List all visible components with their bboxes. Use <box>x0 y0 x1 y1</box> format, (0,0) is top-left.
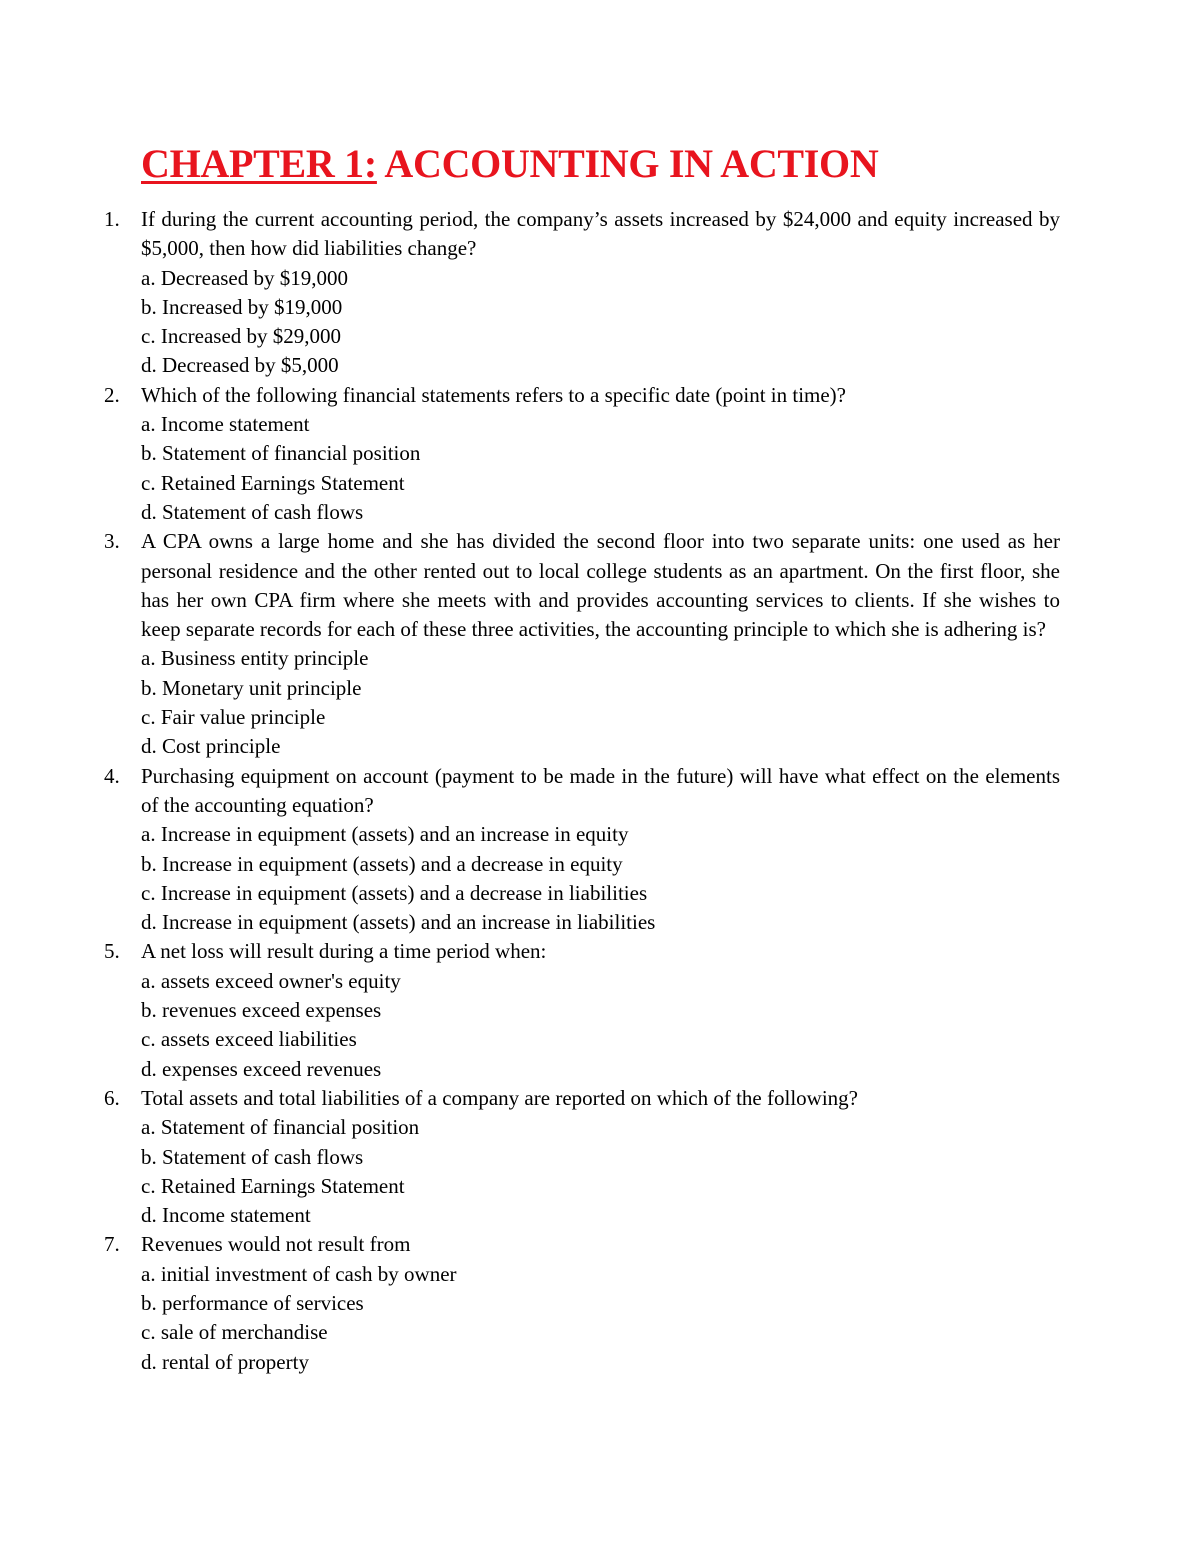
answer-options <box>141 644 1060 761</box>
answer-option-a: a. Statement of financial position <box>141 1115 420 1140</box>
answer-options <box>141 1260 1060 1377</box>
answer-option-b: b. Statement of financial position <box>141 441 421 466</box>
question-4 <box>104 762 1060 938</box>
answer-option-d: d. Decreased by $5,000 <box>141 353 339 378</box>
answer-option-a: a. Business entity principle <box>141 646 369 671</box>
answer-option-b: b. Increase in equipment (assets) and a decrease in equity <box>141 851 623 876</box>
question-text: A net loss will result during a time period when: <box>141 939 547 964</box>
answer-option-c: c. Increase in equipment (assets) and a decrease in liabilities <box>141 880 648 905</box>
answer-option-a: a. Income statement <box>141 412 310 437</box>
question-2 <box>104 381 1060 527</box>
answer-option-d: d. expenses exceed revenues <box>141 1056 382 1081</box>
answer-option-a: a. Decreased by $19,000 <box>141 265 349 290</box>
answer-option-c: c. Increased by $29,000 <box>141 324 342 349</box>
question-number: 5. <box>104 939 120 964</box>
answer-options <box>141 820 1060 937</box>
answer-options <box>141 264 1060 381</box>
answer-option-b: b. Monetary unit principle <box>141 675 362 700</box>
answer-option-b: b. revenues exceed expenses <box>141 998 382 1023</box>
answer-option-a: a. Increase in equipment (assets) and an increase in equity <box>141 822 629 847</box>
question-number: 3. <box>104 529 120 554</box>
question-1 <box>104 205 1060 381</box>
answer-option-c: c. assets exceed liabilities <box>141 1027 357 1052</box>
answer-option-d: d. Increase in equipment (assets) and an increase in liabilities <box>141 910 656 935</box>
answer-option-a: a. initial investment of cash by owner <box>141 1261 457 1286</box>
page-title <box>141 140 878 188</box>
answer-options <box>141 1113 1060 1230</box>
question-text: Revenues would not result from <box>141 1232 411 1257</box>
answer-option-d: d. rental of property <box>141 1349 309 1374</box>
answer-option-d: d. Income statement <box>141 1203 311 1228</box>
question-text: A CPA owns a large home and she has divided the second floor into two separate units: one used as her personal residence and the other rented out to local college students as an apartment. On the first floor, she has her own CPA firm where she meets with and provides accounting services to clients. If she wishes to keep separate records for each of these three activities, the accounting principle to which she is adhering is? <box>141 529 1060 642</box>
question-number: 1. <box>104 207 120 231</box>
answer-option-b: b. Statement of cash flows <box>141 1144 364 1169</box>
question-number: 6. <box>104 1085 120 1110</box>
question-number: 4. <box>104 763 120 788</box>
answer-option-d: d. Statement of cash flows <box>141 499 364 524</box>
chapter-label: CHAPTER 1: <box>141 141 377 186</box>
question-number: 7. <box>104 1232 120 1257</box>
question-list <box>104 205 1060 1377</box>
answer-option-c: c. sale of merchandise <box>141 1320 328 1345</box>
question-text: Purchasing equipment on account (payment to be made in the future) will have what effect on the elements of the accounting equation? <box>141 763 1060 817</box>
answer-options <box>141 967 1060 1084</box>
question-text: Which of the following financial statements refers to a specific date (point in time)? <box>141 382 846 407</box>
question-3 <box>104 527 1060 761</box>
answer-option-b: b. performance of services <box>141 1290 364 1315</box>
answer-option-c: c. Fair value principle <box>141 705 326 730</box>
question-number: 2. <box>104 382 120 407</box>
question-5 <box>104 937 1060 1083</box>
answer-option-c: c. Retained Earnings Statement <box>141 470 405 495</box>
answer-option-b: b. Increased by $19,000 <box>141 294 343 319</box>
answer-option-c: c. Retained Earnings Statement <box>141 1173 405 1198</box>
answer-option-d: d. Cost principle <box>141 734 281 759</box>
answer-option-a: a. assets exceed owner's equity <box>141 968 401 993</box>
question-text: If during the current accounting period, the company’s assets increased by $24,000 and equity increased by $5,000, then how did liabilities change? <box>141 207 1060 261</box>
question-text: Total assets and total liabilities of a company are reported on which of the following? <box>141 1085 858 1110</box>
answer-options <box>141 410 1060 527</box>
question-6 <box>104 1084 1060 1230</box>
question-7 <box>104 1230 1060 1376</box>
chapter-title: ACCOUNTING IN ACTION <box>384 141 879 186</box>
